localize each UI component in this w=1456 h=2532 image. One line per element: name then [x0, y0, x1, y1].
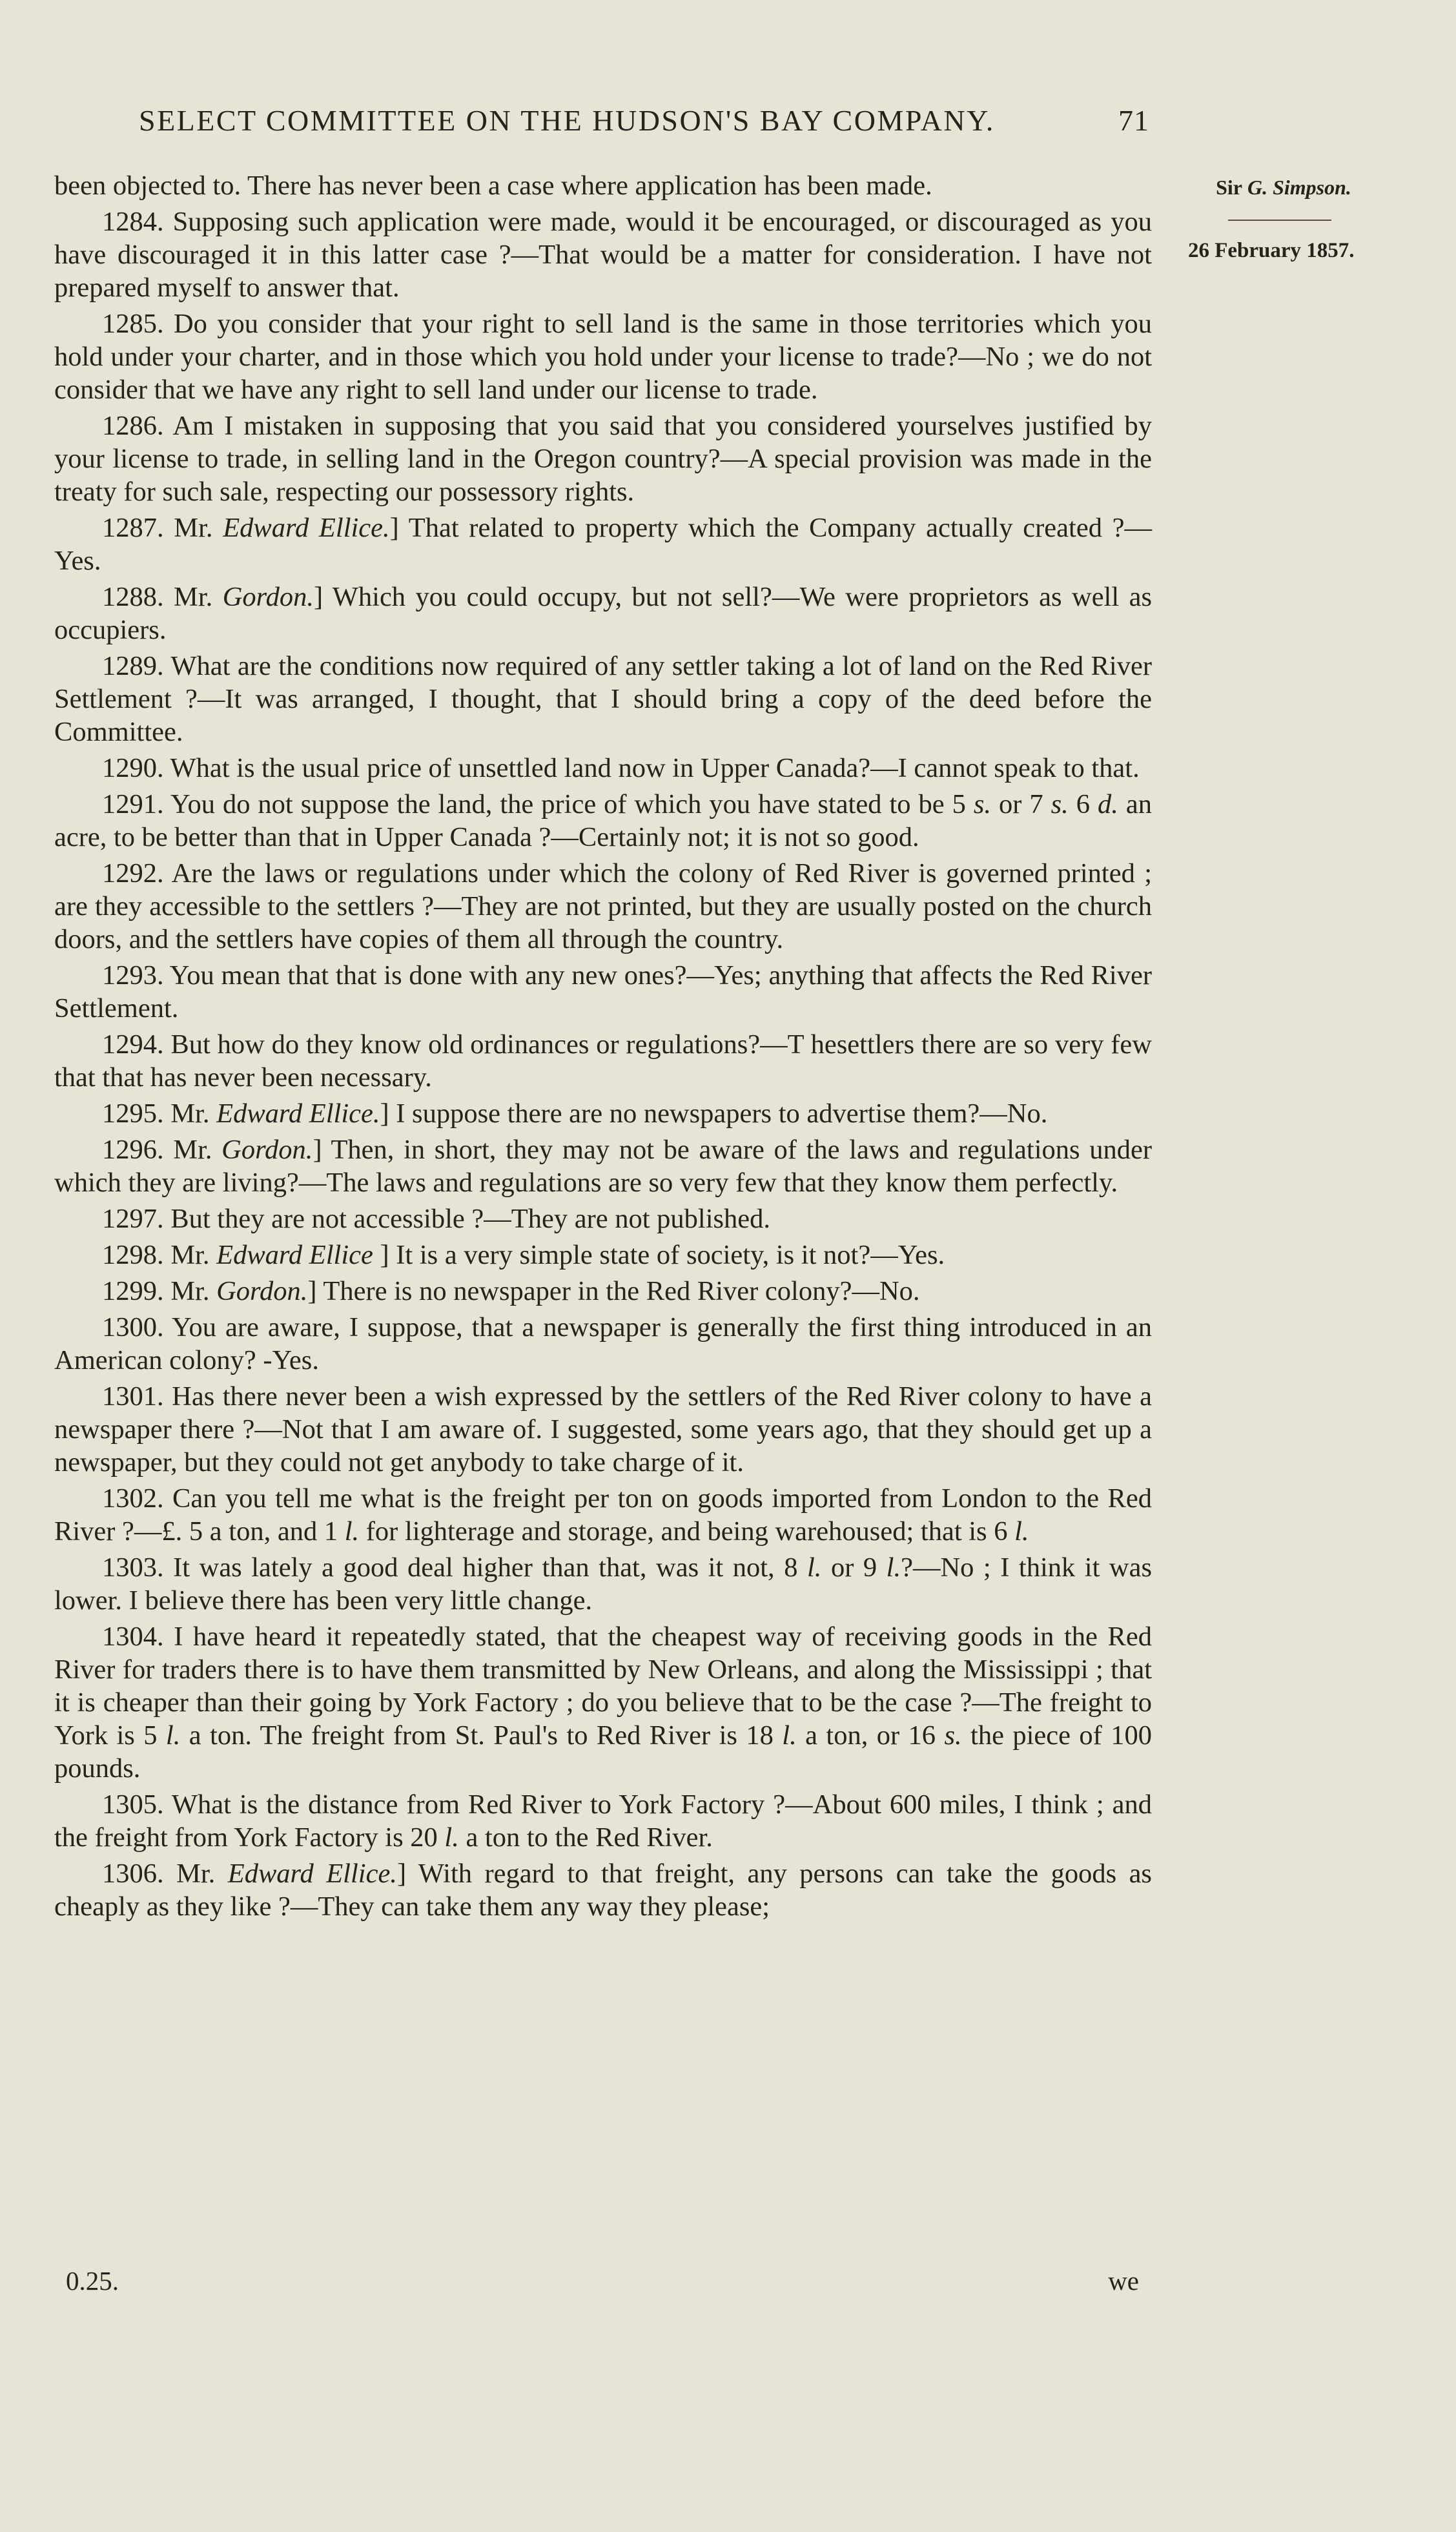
testimony-paragraph — [54, 959, 1152, 1025]
text-run: 1296. Mr. — [102, 1135, 222, 1165]
text-run: a ton, or 16 — [796, 1720, 945, 1751]
text-run: 1294. But how do they know old ordinances or regulations?—T hesettlers there are so very few that that has never been necessary. — [54, 1029, 1152, 1093]
text-run: ] There is no newspaper in the Red River colony?—No. — [307, 1276, 920, 1306]
italic-text: l. — [886, 1552, 901, 1583]
text-run: 1298. Mr. — [102, 1240, 217, 1270]
text-run: 1288. Mr. — [102, 582, 223, 612]
testimony-paragraph — [54, 752, 1152, 785]
text-run: 1292. Are the laws or regulations under which the colony of Red River is governed printed ; are they accessible to the settlers ?—They are not printed, but they are usually posted on the church doors, and the settlers have copies of them all through the country. — [54, 858, 1152, 954]
text-run: a ton to the Red River. — [458, 1822, 713, 1853]
text-run: 1297. But they are not accessible ?—They are not published. — [102, 1204, 771, 1234]
text-run: 1291. You do not suppose the land, the price of which you have stated to be 5 — [102, 789, 974, 819]
text-run: 1289. What are the conditions now required of any settler taking a lot of land on the Red River Settlement ?—It was arranged, I thought, that I should bring a copy of the deed before the Committee. — [54, 651, 1152, 747]
testimony-paragraph — [54, 1133, 1152, 1199]
testimony-paragraph — [54, 857, 1152, 956]
text-run: 1306. Mr. — [102, 1858, 228, 1889]
italic-text: l. — [1014, 1516, 1029, 1547]
text-run: ] Then, in short, they may not be aware of the laws and regulations under which they are living?—The laws and regulations are so very few that they know them perfectly. — [54, 1135, 1152, 1198]
text-run: ?—No ; I think it was lower. I believe there has been very little change. — [54, 1552, 1153, 1616]
text-run: for lighterage and storage, and being warehoused; that is 6 — [359, 1516, 1015, 1547]
italic-text: s. — [1051, 789, 1069, 819]
text-run: or 7 — [991, 789, 1051, 819]
italic-text: l. — [782, 1720, 797, 1751]
text-run: been objected to. There has never been a case where application has been made. — [54, 170, 932, 201]
text-run: 1285. Do you consider that your right to sell land is the same in those territories which you hold under your charter, and in those which you hold under your license to trade?—No ; we do not consider that we have any right to sell land under our license to trade. — [54, 309, 1152, 405]
text-run: 1290. What is the usual price of unsettled land now in Upper Canada?—I cannot speak to that. — [102, 753, 1140, 783]
page-number: 71 — [1118, 104, 1149, 137]
catchword: we — [1108, 2266, 1139, 2296]
text-run: 1284. Supposing such application were made, would it be encouraged, or discouraged as you have discouraged it in this latter case ?—That would be a matter for consideration. I have not prepared myself to answer that. — [54, 207, 1152, 303]
text-run: 1304. I have heard it repeatedly stated, that the cheapest way of receiving goods in the Red River for traders there is to have them transmitted by New Orleans, and along the Mississippi ; that it is cheaper than their going by York Factory ; do you believe that to be the case ?—The freight to York is 5 — [54, 1621, 1152, 1751]
italic-text: Edward Ellice. — [223, 513, 390, 543]
running-title: SELECT COMMITTEE ON THE HUDSON'S BAY COMPANY. — [139, 104, 995, 137]
text-run: 1299. Mr. — [102, 1276, 217, 1306]
italic-text: l. — [444, 1822, 459, 1853]
testimony-paragraph — [54, 1028, 1152, 1094]
text-run: ] It is a very simple state of society, is it not?—Yes. — [373, 1240, 945, 1270]
text-run: 1287. Mr. — [102, 513, 223, 543]
testimony-paragraph — [54, 205, 1152, 304]
testimony-body — [54, 169, 1152, 1926]
italic-text: s. — [973, 789, 992, 819]
running-header — [139, 103, 1149, 138]
text-run: 1303. It was lately a good deal higher than that, was it not, 8 — [102, 1552, 807, 1583]
text-run: ] I suppose there are no newspapers to advertise them?—No. — [380, 1098, 1048, 1129]
footer-reference: 0.25. — [66, 2266, 119, 2296]
testimony-paragraph — [54, 1239, 1152, 1271]
italic-text: s. — [944, 1720, 962, 1751]
witness-name: G. Simpson. — [1247, 176, 1351, 199]
text-run: 1295. Mr. — [102, 1098, 217, 1129]
testimony-paragraph — [54, 650, 1152, 748]
margin-witness-name — [1187, 176, 1380, 200]
witness-prefix: Sir — [1216, 176, 1242, 199]
paragraph-continuation — [54, 169, 1152, 202]
margin-rule — [1228, 220, 1331, 221]
testimony-paragraph — [54, 1620, 1152, 1785]
text-run: 1302. Can you tell me what is the freight per ton on goods imported from London to the Red River ?—£. 5 a ton, and 1 — [54, 1483, 1152, 1547]
testimony-paragraph — [54, 1311, 1152, 1377]
text-run: ] That related to property which the Company actually created ?—Yes. — [54, 513, 1152, 576]
italic-text: Gordon. — [222, 582, 314, 612]
italic-text: l. — [344, 1516, 360, 1547]
testimony-paragraph — [54, 1380, 1152, 1479]
italic-text: Edward Ellice — [216, 1240, 373, 1270]
testimony-paragraph — [54, 788, 1152, 854]
italic-text: l. — [165, 1720, 181, 1751]
testimony-paragraph — [54, 1275, 1152, 1308]
text-run: ] With regard to that freight, any persons can take the goods as cheaply as they like ?—They can take them any way they please; — [54, 1858, 1152, 1922]
text-run: 1293. You mean that that is done with any new ones?—Yes; anything that affects the Red River Settlement. — [54, 960, 1152, 1024]
testimony-paragraph — [54, 1097, 1152, 1130]
italic-text: d. — [1098, 789, 1118, 819]
text-run: ] Which you could occupy, but not sell?—We were proprietors as well as occupiers. — [54, 582, 1152, 645]
testimony-paragraph — [54, 1482, 1152, 1548]
italic-text: Edward Ellice. — [227, 1858, 397, 1889]
testimony-paragraph — [54, 1202, 1152, 1235]
testimony-paragraph — [54, 581, 1152, 646]
testimony-paragraph — [54, 1857, 1152, 1923]
text-run: a ton. The freight from St. Paul's to Red River is 18 — [180, 1720, 783, 1751]
text-run: 1300. You are aware, I suppose, that a newspaper is generally the first thing introduced in an American colony? -Yes. — [54, 1312, 1152, 1375]
italic-text: l. — [806, 1552, 822, 1583]
testimony-paragraph — [54, 1551, 1152, 1617]
margin-date: 26 February 1857. — [1188, 239, 1355, 262]
text-run: 6 — [1068, 789, 1098, 819]
italic-text: Edward Ellice. — [216, 1098, 380, 1129]
text-run: 1301. Has there never been a wish expressed by the settlers of the Red River colony to have a newspaper there ?—Not that I am aware of. I suggested, some years ago, that they should get up a newspaper, but they could not get anybody to take charge of it. — [54, 1381, 1152, 1477]
text-run: an acre, to be better than that in Upper Canada ?—Certainly not; it is not so good. — [54, 789, 1152, 852]
testimony-paragraph — [54, 307, 1152, 406]
text-run: the piece of 100 pounds. — [54, 1720, 1152, 1784]
testimony-paragraph — [54, 1788, 1152, 1854]
italic-text: Gordon. — [216, 1276, 308, 1306]
testimony-paragraph — [54, 511, 1152, 577]
testimony-paragraph — [54, 409, 1152, 508]
italic-text: Gordon. — [221, 1135, 313, 1165]
text-run: or 9 — [821, 1552, 887, 1583]
text-run: 1286. Am I mistaken in supposing that you said that you considered yourselves justified by your license to trade, in selling land in the Oregon country?—A special provision was made in the treaty for such sale, respecting our possessory rights. — [54, 411, 1152, 507]
text-run: 1305. What is the distance from Red River to York Factory ?—About 600 miles, I think ; and the freight from York Factory is 20 — [54, 1789, 1152, 1853]
